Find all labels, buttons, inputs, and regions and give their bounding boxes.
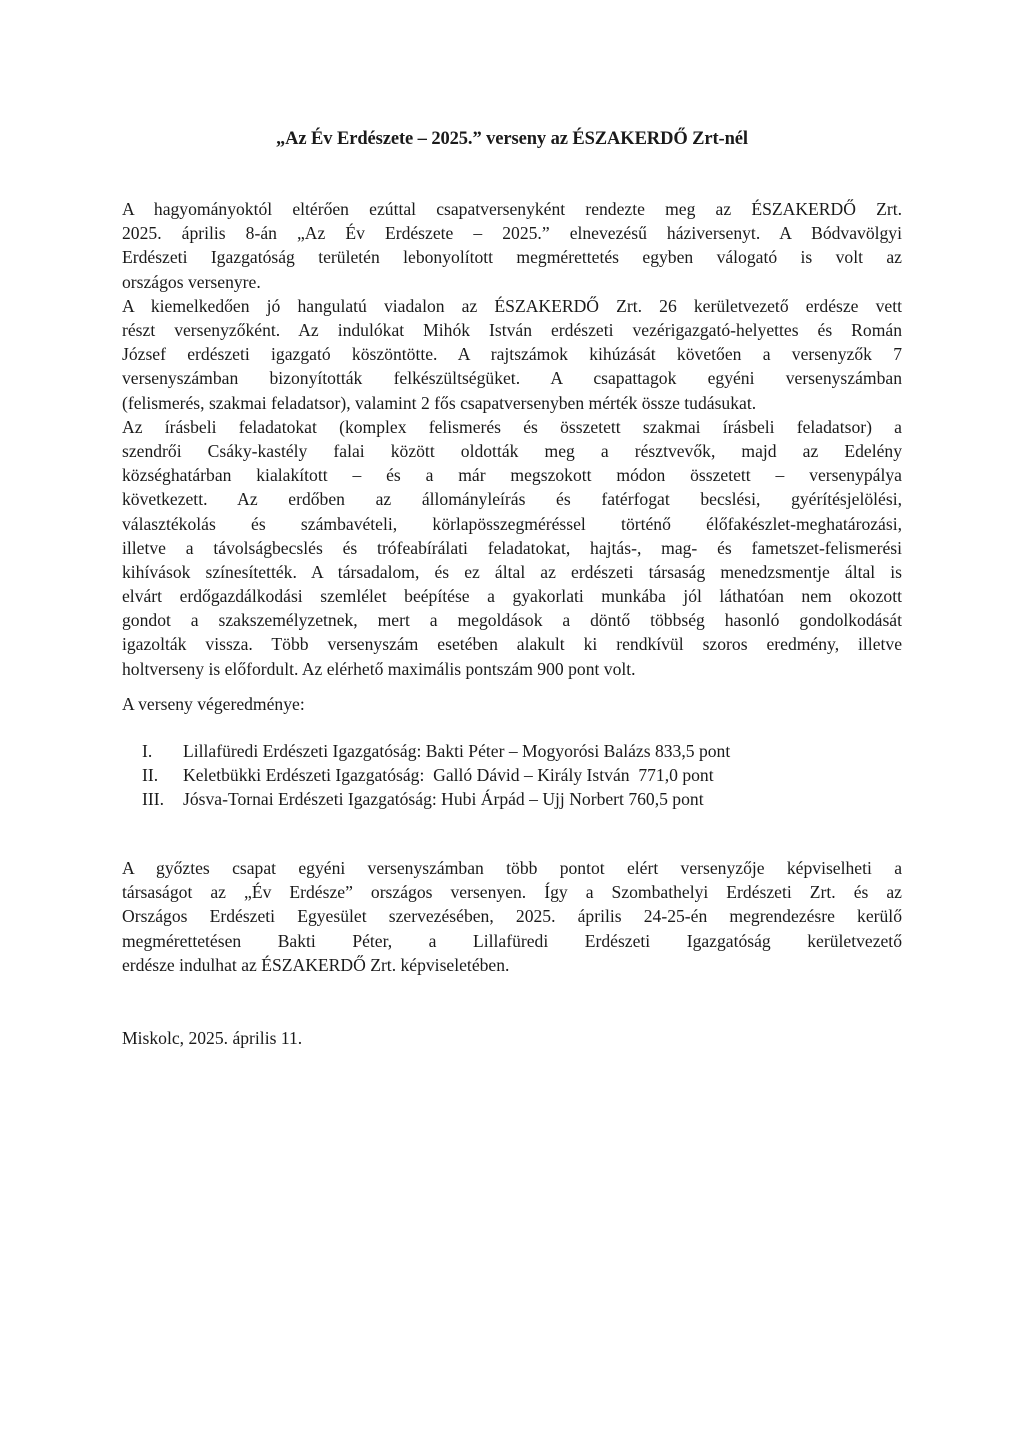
text-line: következett. Az erdőben az állományleírás és fatérfogat becslési, gyérítésjelölési, (122, 489, 902, 510)
text-line: A győztes csapat egyéni versenyszámban több pontot elért versenyzője képviselheti a (122, 858, 902, 878)
result-item-3 (142, 787, 730, 811)
text-line: (felismerés, szakmai feladatsor), valamint 2 fős csapatversenyben mérték össze tudásukat. (122, 392, 757, 413)
paragraph-winner (122, 856, 902, 977)
text-line: A hagyományoktól eltérően ezúttal csapatversenyként rendezte meg az ÉSZAKERDŐ Zrt. (122, 199, 902, 219)
text-line: társaságot az „Év Erdésze” országos versenyen. Így a Szombathelyi Erdészeti Zrt. és az (122, 882, 902, 903)
text-line: 2025. április 8-án „Az Év Erdészete – 2025.” elnevezésű háziversenyt. A Bódvavölgyi (122, 223, 902, 244)
text-line: illetve a távolságbecslés és trófeabírálati feladatokat, hajtás-, mag- és fametszet-felismerési (122, 537, 902, 558)
text-line: választékolás és számbavételi, körlapösszegméréssel történő élőfakészlet-meghatározási, (122, 513, 902, 534)
text-line: A kiemelkedően jó hangulatú viadalon az ÉSZAKERDŐ Zrt. 26 kerületvezető erdésze vett (122, 295, 902, 316)
text-line: elvárt erdőgazdálkodási szemlélet beépítése a gyakorlati munkába jól láthatóan nem okozott (122, 586, 902, 607)
result-item-1 (142, 739, 730, 763)
result-text: Lillafüredi Erdészeti Igazgatóság: Bakti Péter – Mogyorósi Balázs 833,5 pont (183, 741, 731, 761)
signoff-place-date: Miskolc, 2025. április 11. (122, 1028, 303, 1048)
text-line: részt versenyzőként. Az indulókat Mihók István erdészeti vezérigazgató-helyettes és Román (122, 319, 902, 340)
document-title: „Az Év Erdészete – 2025.” verseny az ÉSZAKERDŐ Zrt-nél (276, 129, 748, 149)
result-rank: I. (142, 741, 153, 761)
text-line: megmérettetésen Bakti Péter, a Lillafüredi Erdészeti Igazgatóság kerületvezető (122, 930, 902, 951)
result-text: Jósva-Tornai Erdészeti Igazgatóság: Hubi Árpád – Ujj Norbert 760,5 pont (183, 789, 704, 810)
text-line: kihívások színesítették. A társadalom, és ez által az erdészeti társaság menedzsmentje által is (122, 561, 902, 582)
text-line: Erdészeti Igazgatóság területén lebonyolított megmérettetés egyben válogató is volt az (122, 247, 902, 268)
result-rank: III. (142, 789, 164, 810)
paragraph-intro (122, 197, 902, 294)
text-line: igazolták vissza. Több versenyszám esetében alakult ki rendkívül szoros eredmény, illetve (122, 634, 902, 655)
result-item-2 (142, 763, 730, 787)
text-line: erdésze indulhat az ÉSZAKERDŐ Zrt. képviseletében. (122, 954, 510, 975)
result-text: Keletbükki Erdészeti Igazgatóság: Galló Dávid – Király István 771,0 pont (183, 765, 714, 786)
results-list (142, 739, 730, 812)
text-line: Az írásbeli feladatokat (komplex felismerés és összetett szakmai írásbeli feladatsor) a (122, 416, 902, 437)
text-line: Országos Erdészeti Egyesület szervezésében, 2025. április 24-25-én megrendezésre kerülő (122, 906, 902, 927)
text-line: holtverseny is előfordult. Az elérhető maximális pontszám 900 pont volt. (122, 658, 636, 679)
results-heading: A verseny végeredménye: (122, 694, 305, 714)
text-line: gondot a szakszemélyzetnek, mert a megoldások a döntő többség hasonló gondolkodását (122, 610, 902, 631)
text-line: versenyszámban bizonyították felkészültségüket. A csapattagok egyéni versenyszámban (122, 368, 902, 389)
result-rank: II. (142, 765, 159, 786)
text-line: országos versenyre. (122, 271, 261, 292)
paragraph-tasks (122, 415, 902, 681)
text-line: községhatárban kialakított – és a már megszokott módon összetett – versenypálya (122, 465, 902, 486)
text-line: József erdészeti igazgató köszöntötte. A rajtszámok kihúzását követően a versenyzők 7 (122, 344, 902, 365)
text-line: szendrői Csáky-kastély falai között oldották meg a résztvevők, majd az Edelény (122, 440, 902, 461)
paragraph-participants (122, 294, 902, 415)
